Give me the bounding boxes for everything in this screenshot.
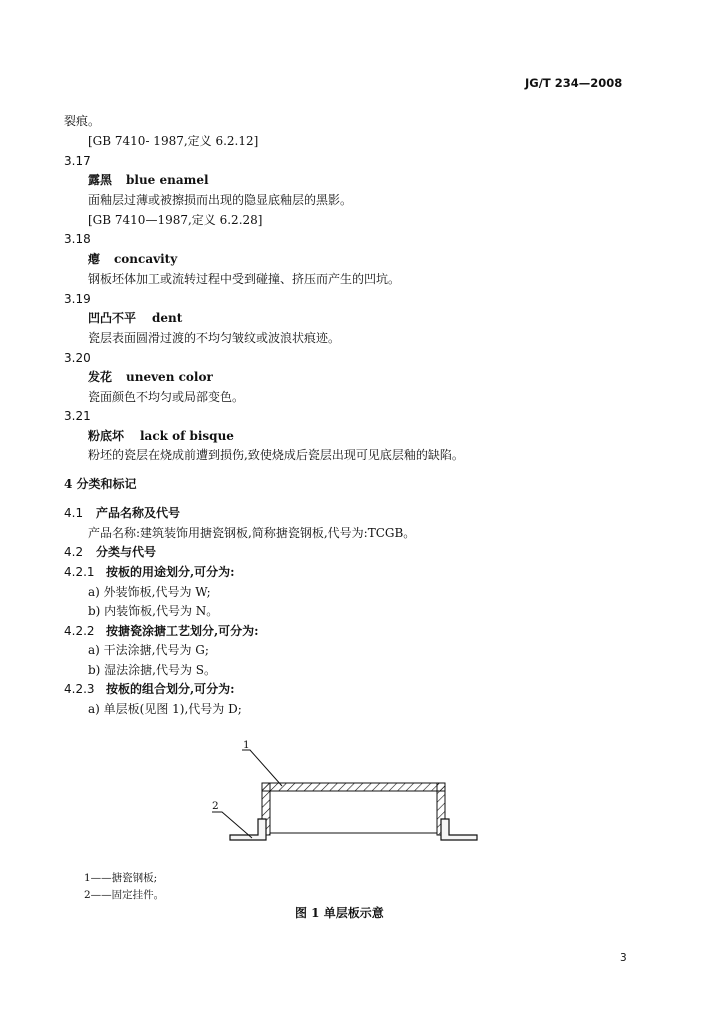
section-3-18-term-en: concavity bbox=[114, 252, 178, 266]
section-3-17-number: 3.17 bbox=[64, 154, 91, 168]
section-3-19-number: 3.19 bbox=[64, 292, 91, 306]
section-4-2-number: 4.2 bbox=[64, 545, 84, 559]
section-4-2-1-item-b: b) 内装饰板,代号为 N。 bbox=[88, 604, 219, 618]
section-4-2-2-item-a: a) 干法涂搪,代号为 G; bbox=[88, 643, 209, 657]
section-3-20-number: 3.20 bbox=[64, 351, 91, 365]
figure-legend-2: 2——固定挂件。 bbox=[84, 889, 165, 901]
page-number: 3 bbox=[620, 952, 627, 964]
section-3-21-definition: 粉坯的瓷层在烧成前遭到损伤,致使烧成后瓷层出现可见底层釉的缺陷。 bbox=[88, 448, 464, 462]
section-3-19-term-cn: 凹凸不平 bbox=[88, 311, 137, 325]
section-4-1-number: 4.1 bbox=[64, 506, 84, 520]
section-3-19-term-en: dent bbox=[152, 311, 183, 325]
section-4-1-text: 产品名称:建筑装饰用搪瓷钢板,简称搪瓷钢板,代号为:TCGB。 bbox=[88, 526, 416, 540]
section-3-20-definition: 瓷面颜色不均匀或局部变色。 bbox=[88, 390, 245, 404]
leader-line-2 bbox=[212, 812, 252, 838]
section-3-17-term-cn: 露黑 bbox=[88, 173, 113, 187]
section-3-21-number: 3.21 bbox=[64, 409, 91, 423]
section-3-18-number: 3.18 bbox=[64, 232, 91, 246]
section-3-16-tail-text: 裂痕。 bbox=[64, 114, 101, 128]
section-3-16-reference: [GB 7410- 1987,定义 6.2.12] bbox=[88, 134, 259, 148]
figure-caption: 图 1 单层板示意 bbox=[295, 906, 384, 920]
section-4-1-title: 产品名称及代号 bbox=[96, 506, 181, 520]
section-3-21-term-cn: 粉底坏 bbox=[88, 429, 125, 443]
leader-line-1 bbox=[242, 750, 282, 786]
section-4-2-2-number: 4.2.2 bbox=[64, 624, 95, 638]
section-4-2-2-title: 按搪瓷涂搪工艺划分,可分为: bbox=[106, 624, 259, 638]
section-4-2-2-item-b: b) 湿法涂搪,代号为 S。 bbox=[88, 663, 217, 677]
standard-number: JG/T 234—2008 bbox=[525, 76, 623, 90]
figure-label-2: 2 bbox=[212, 800, 219, 812]
section-3-18-definition: 钢板坯体加工或流转过程中受到碰撞、挤压而产生的凹坑。 bbox=[88, 272, 401, 286]
section-4-heading: 4 分类和标记 bbox=[64, 477, 137, 491]
section-3-18-term-cn: 瘪 bbox=[88, 252, 101, 266]
section-3-19-definition: 瓷层表面圆滑过渡的不均匀皱纹或波浪状痕迹。 bbox=[88, 331, 341, 345]
section-4-2-1-title: 按板的用途划分,可分为: bbox=[106, 565, 235, 579]
section-4-2-1-item-a: a) 外装饰板,代号为 W; bbox=[88, 585, 211, 599]
section-3-21-term-en: lack of bisque bbox=[140, 429, 234, 443]
section-3-17-definition: 面釉层过薄或被擦损而出现的隐显底釉层的黑影。 bbox=[88, 193, 353, 207]
section-3-20-term-en: uneven color bbox=[126, 370, 213, 384]
figure-legend-1: 1——搪瓷钢板; bbox=[84, 872, 158, 884]
section-4-2-1-number: 4.2.1 bbox=[64, 565, 95, 579]
section-3-20-term-cn: 发花 bbox=[88, 370, 113, 384]
section-4-2-3-title: 按板的组合划分,可分为: bbox=[106, 682, 235, 696]
enamel-steel-panel bbox=[262, 783, 445, 835]
figure-label-1: 1 bbox=[243, 739, 250, 751]
section-4-2-title: 分类与代号 bbox=[96, 545, 157, 559]
section-3-17-term-en: blue enamel bbox=[126, 173, 209, 187]
section-4-2-3-item-a: a) 单层板(见图 1),代号为 D; bbox=[88, 702, 242, 716]
section-3-17-reference: [GB 7410—1987,定义 6.2.28] bbox=[88, 213, 263, 227]
section-4-2-3-number: 4.2.3 bbox=[64, 682, 95, 696]
